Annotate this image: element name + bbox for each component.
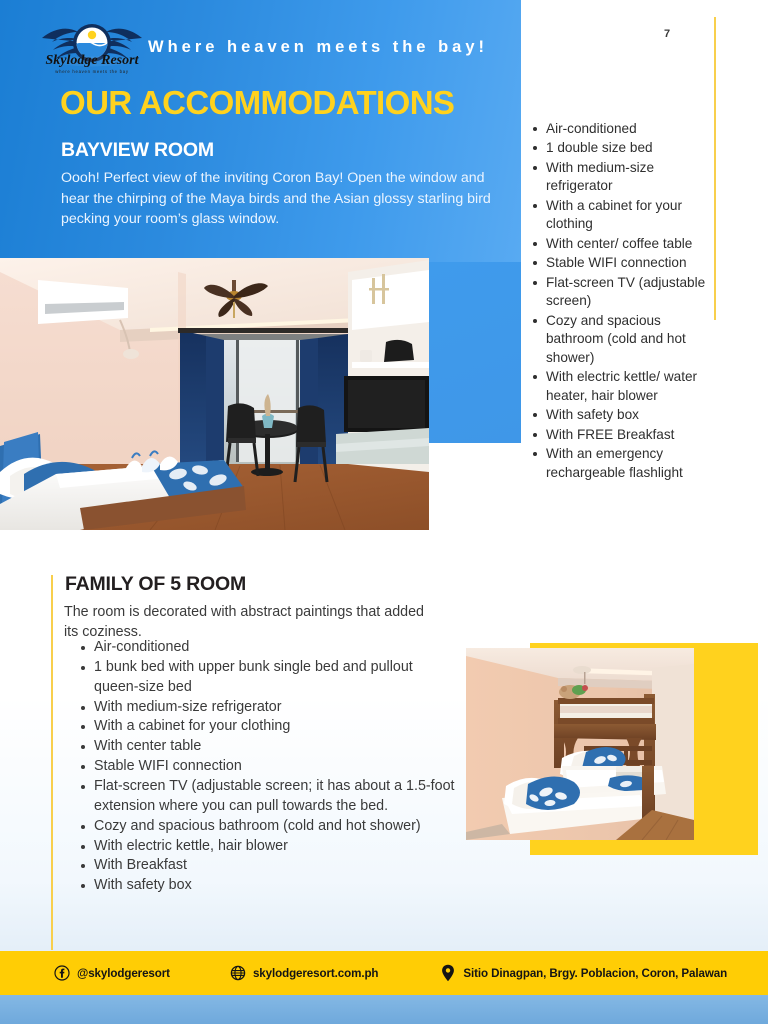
feature-text: With medium-size refrigerator: [94, 698, 282, 715]
tagline: Where heaven meets the bay!: [148, 38, 488, 56]
svg-text:where heaven meets the bay: where heaven meets the bay: [55, 69, 129, 74]
list-item: [78, 876, 460, 896]
list-item: [531, 159, 713, 196]
feature-text: Flat-screen TV (adjustable screen; it has about a 1.5-foot extension where you can pull towards the bed.: [94, 778, 455, 814]
feature-text: With FREE Breakfast: [546, 426, 675, 442]
list-item: [78, 817, 460, 837]
list-item: [78, 658, 460, 698]
bayview-room-photo: [0, 258, 429, 530]
list-item: [78, 698, 460, 718]
footer-bar: [0, 951, 768, 995]
list-item: [531, 312, 713, 367]
feature-text: Cozy and spacious bathroom (cold and hot shower): [546, 312, 686, 365]
list-item: [531, 120, 713, 138]
bayview-room-illustration: [0, 258, 429, 530]
facebook-handle: @skylodgeresort: [77, 966, 170, 980]
list-item: [78, 757, 460, 777]
feature-text: Air-conditioned: [546, 121, 637, 136]
page-number: 7: [664, 28, 671, 40]
list-item: [531, 426, 713, 444]
feature-text: With an emergency rechargeable flashlight: [546, 446, 683, 480]
facebook-icon: [54, 965, 70, 981]
feature-text: With center table: [94, 738, 202, 755]
feature-text: With a cabinet for your clothing: [94, 718, 291, 735]
accent-rule-right: [714, 17, 716, 320]
feature-text: With Breakfast: [94, 857, 187, 874]
footer-address: [440, 964, 727, 982]
list-item: [78, 737, 460, 757]
feature-text: Air-conditioned: [94, 639, 190, 655]
family-room-heading: FAMILY OF 5 ROOM: [65, 573, 246, 595]
list-item: [531, 254, 713, 272]
feature-text: Flat-screen TV (adjustable screen): [546, 274, 706, 309]
page-title: OUR ACCOMMODATIONS: [60, 84, 455, 121]
footer-website[interactable]: [230, 965, 378, 981]
website-url: skylodgeresort.com.ph: [252, 966, 379, 980]
feature-text: Stable WIFI connection: [94, 758, 242, 775]
list-item: [531, 197, 713, 234]
address-text: Sitio Dinagpan, Brgy. Poblacion, Coron, Palawan: [463, 966, 728, 980]
list-item: [531, 139, 713, 157]
feature-text: With safety box: [546, 407, 639, 423]
list-item: [78, 717, 460, 737]
skylodge-logo: [34, 12, 150, 80]
list-item: [78, 837, 460, 857]
list-item: [531, 406, 713, 424]
feature-text: 1 bunk bed with upper bunk single bed and pullout queen-size bed: [94, 658, 413, 695]
list-item: [531, 235, 713, 253]
list-item: [78, 856, 460, 876]
list-item: [78, 777, 460, 817]
feature-text: 1 double size bed: [546, 140, 653, 156]
family-room-illustration: [466, 648, 694, 840]
list-item: [531, 274, 713, 311]
feature-text: Cozy and spacious bathroom (cold and hot shower): [94, 817, 421, 834]
header-banner-tail: [427, 262, 521, 443]
bayview-room-heading: BAYVIEW ROOM: [61, 139, 214, 161]
family-room-photo: [466, 648, 694, 840]
bayview-feature-list: [531, 120, 713, 483]
logo-mark: [34, 12, 150, 80]
map-pin-icon: [440, 964, 456, 982]
feature-text: With a cabinet for your clothing: [546, 197, 682, 232]
family-feature-list: [78, 638, 460, 896]
feature-text: With medium-size refrigerator: [546, 159, 655, 194]
accent-rule-left: [51, 575, 53, 950]
globe-icon: [230, 965, 246, 981]
feature-text: With center/ coffee table: [546, 235, 693, 251]
bayview-room-description: Oooh! Perfect view of the inviting Coron Bay! Open the window and hear the chirping of the Maya birds and the Asian glossy starling bird pecking your room’s glass window.: [61, 170, 491, 228]
list-item: [531, 368, 713, 405]
footer-facebook[interactable]: [54, 965, 170, 981]
list-item: [78, 638, 460, 658]
feature-text: With electric kettle, hair blower: [94, 837, 288, 854]
feature-text: With safety box: [94, 877, 192, 894]
family-room-description: The room is decorated with abstract paintings that added its coziness.: [64, 604, 425, 640]
feature-text: With electric kettle/ water heater, hair blower: [546, 369, 698, 403]
feature-text: Stable WIFI connection: [546, 255, 687, 271]
list-item: [531, 445, 713, 482]
footer-bottom-strip: [0, 995, 768, 1024]
svg-text:Skylodge Resort: Skylodge Resort: [45, 53, 139, 68]
